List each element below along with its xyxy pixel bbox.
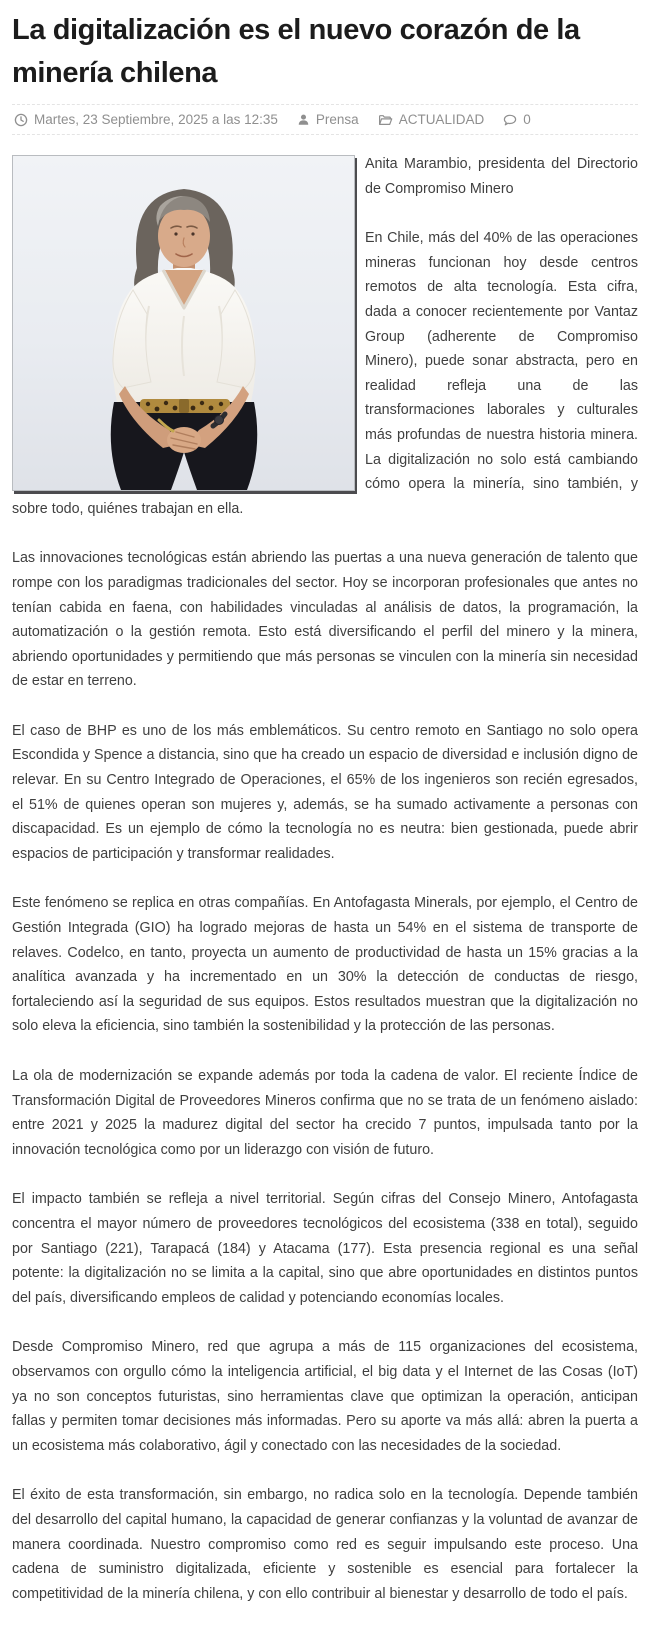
- article-paragraph: Este fenómeno se replica en otras compañías. En Antofagasta Minerals, por ejemplo, el Centro de Gestión Integrada (GIO) ha logrado mejoras de hasta un 54% en el sistema de transporte de relaves. Codelco, en tanto, proyecta un aumento de productividad de hasta un 15% gracias a la analítica avanzada y ha incrementado en un 30% la detección de conductas de riesgo, fortaleciendo así la seguridad de sus equipos. Estos resultados muestran que la digitalización no solo eleva la eficiencia, sino también la sostenibilidad y la protección de las personas.: [12, 895, 638, 1035]
- article-photo: [12, 155, 355, 491]
- article-meta-bar: [12, 104, 638, 135]
- article-paragraph: El impacto también se refleja a nivel territorial. Según cifras del Consejo Minero, Antofagasta concentra el mayor número de proveedores tecnológicos del ecosistema (338 en total), seguido por Santiago (221), Tarapacá (184) y Atacama (177). Esta presencia regional es una señal potente: la digitalización no se limita a la capital, sino que abre oportunidades en distintos puntos del país, diversificando empleos de calidad y potenciando economías locales.: [12, 1191, 638, 1306]
- meta-comments-count: 0: [523, 112, 531, 127]
- article-paragraph: En Chile, más del 40% de las operaciones mineras funcionan hoy desde centros remotos de alta tecnología. Esta cifra, dada a conocer recientemente por Vantaz Group (adherente de Compromiso Minero), puede sonar abstracta, pero en realidad refleja una de las transformaciones laborales y culturales más profundas de nuestra historia minera. La digitalización no solo está cambiando cómo opera la minería, sino también, y sobre todo, quiénes trabajan en ella.: [12, 230, 638, 517]
- meta-category-label: ACTUALIDAD: [398, 112, 485, 127]
- portrait-illustration: [13, 156, 354, 490]
- article-paragraph: Desde Compromiso Minero, red que agrupa a más de 115 organizaciones del ecosistema, observamos con orgullo cómo la inteligencia artificial, el big data y el Internet de las Cosas (IoT) ya no son conceptos futuristas, sino herramientas clave que optimizan la operación, anticipan fallas y permiten tomar decisiones más informadas. Pero su aporte va más allá: abren la puerta a un ecosistema más colaborativo, ágil y conectado con las necesidades de la sociedad.: [12, 1339, 638, 1454]
- page-title: La digitalización es el nuevo corazón de la minería chilena: [12, 14, 580, 89]
- comment-icon: [503, 113, 517, 127]
- article-body: [12, 135, 638, 1606]
- meta-date-label: Martes, 23 Septiembre, 2025 a las 12:35: [34, 112, 278, 127]
- meta-author-link[interactable]: [297, 112, 359, 127]
- article-page: [0, 9, 650, 1606]
- article-paragraph: El éxito de esta transformación, sin embargo, no radica solo en la tecnología. Depende también del desarrollo del capital humano, la capacidad de generar confianzas y la voluntad de avanzar de manera coordinada. Nuestro compromiso como red es seguir impulsando este proceso. Una cadena de suministro digitalizada, eficiente y sostenible es esencial para fortalecer la competitividad de la minería chilena, y con ello contribuir al bienestar y desarrollo de todo el país.: [12, 1487, 638, 1602]
- article-paragraph: Anita Marambio, presidenta del Directorio de Compromiso Minero: [365, 156, 638, 197]
- clock-icon: [14, 113, 28, 127]
- meta-author-label: Prensa: [315, 112, 359, 127]
- folder-icon: [378, 113, 393, 127]
- article-paragraph: La ola de modernización se expande además por toda la cadena de valor. El reciente Índice de Transformación Digital de Proveedores Mineros confirma que no se trata de un fenómeno aislado: entre 2021 y 2025 la madurez digital del sector ha crecido 7 puntos, impulsada tanto por la innovación tecnológica como por un liderazgo con visión de futuro.: [12, 1068, 638, 1158]
- meta-comments-link[interactable]: [503, 112, 531, 127]
- meta-category-link[interactable]: [378, 112, 485, 127]
- meta-date: [14, 112, 278, 127]
- article-paragraph: Las innovaciones tecnológicas están abriendo las puertas a una nueva generación de talento que rompe con los paradigmas tradicionales del sector. Hoy se incorporan profesionales que antes no tenían cabida en faena, con habilidades vinculadas al análisis de datos, la programación, la automatización o la gestión remota. Esto está diversificando el perfil del minero y la minera, abriendo oportunidades y permitiendo que más personas se vinculen con la minería sin necesidad de estar en terreno.: [12, 550, 638, 690]
- article-paragraph: El caso de BHP es uno de los más emblemáticos. Su centro remoto en Santiago no solo opera Escondida y Spence a distancia, sino que ha creado un espacio de diversidad e inclusión digno de relevar. En su Centro Integrado de Operaciones, el 65% de los ingenieros son recién egresados, el 51% de quienes operan son mujeres y, además, se ha sumado activamente a personas con discapacidad. Es un ejemplo de cómo la tecnología no es neutra: bien gestionada, puede abrir espacios de participación y transformar realidades.: [12, 722, 638, 862]
- user-icon: [297, 113, 310, 126]
